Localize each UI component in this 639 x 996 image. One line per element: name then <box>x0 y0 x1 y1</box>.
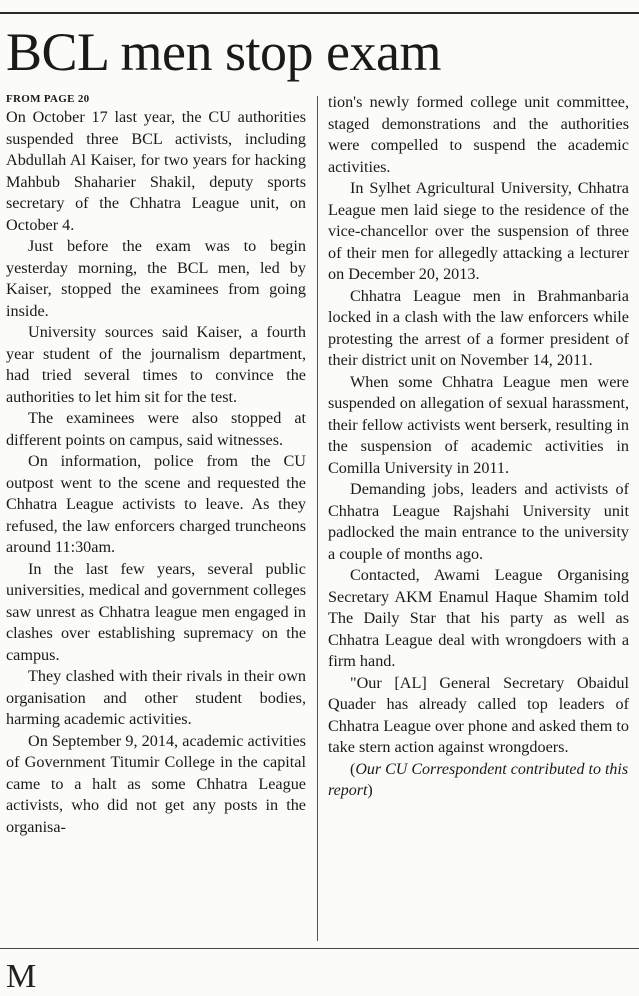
paragraph: Contacted, Awami League Organising Secretary AKM Enamul Haque Shamim told The Daily Star that his party as well as Chhatra League deal with wrongdoers with a firm hand. <box>328 566 629 670</box>
paragraph: Demanding jobs, leaders and activists of Chhatra League Rajshahi University unit padlocked the main entrance to the university a couple of months ago. <box>328 480 629 563</box>
top-rule <box>0 12 639 14</box>
paragraph: University sources said Kaiser, a fourth year student of the journalism department, had tried several times to convince the authorities to let him sit for the test. <box>6 323 306 406</box>
left-column <box>6 92 306 838</box>
paragraph: When some Chhatra League men were suspended on allegation of sexual harassment, their fellow activists went berserk, resulting in the suspension of academic activities in Comilla University in 2011. <box>328 372 629 477</box>
column-divider <box>317 96 318 941</box>
headline: BCL men stop exam <box>6 22 441 82</box>
paragraph: In the last few years, several public universities, medical and government colleges saw unrest as Chhatra league men engaged in clashes over establishing supremacy on the campus. <box>6 559 306 664</box>
correspondent-credit <box>328 759 629 802</box>
credit-open-paren: ( <box>350 760 356 778</box>
kicker: FROM PAGE 20 <box>6 93 90 105</box>
paragraph: In Sylhet Agricultural University, Chhatra League men laid siege to the residence of the vice-chancellor over the suspension of three of their men for allegedly attacking a lecturer on December 20, 2013. <box>328 179 629 283</box>
credit-text: Our CU Correspondent contributed to this report <box>328 760 629 799</box>
paragraph: On September 9, 2014, academic activities of Government Titumir College in the capital came to a halt as some Chhatra League activists, who did not get any posts in the organisa- <box>6 731 306 836</box>
paragraph: tion's newly formed college unit committee, staged demonstrations and the authorities were compelled to suspend the academic activities. <box>328 93 629 176</box>
paragraph: Chhatra League men in Brahmanbaria locked in a clash with the law enforcers while protesting the arrest of a former president of their district unit on November 14, 2011. <box>328 286 629 369</box>
paragraph: On October 17 last year, the CU authorities suspended three BCL activists, including Abdullah Al Kaiser, for two years for hacking Mahbub Shaharier Shakil, deputy sports secretary of the Chhatra League unit, on October 4. <box>6 108 306 234</box>
paragraph: On information, police from the CU outpost went to the scene and requested the Chhatra League activists to leave. As they refused, the law enforcers charged truncheons around 11:30am. <box>6 452 306 556</box>
paragraph: They clashed with their rivals in their own organisation and other student bodies, harming academic activities. <box>6 667 306 728</box>
credit-close-paren: ) <box>367 782 373 799</box>
bottom-rule <box>0 948 639 949</box>
cut-off-next-headline: M <box>6 958 37 995</box>
right-column <box>328 92 629 802</box>
paragraph: "Our [AL] General Secretary Obaidul Quader has already called top leaders of Chhatra League over phone and asked them to take stern action against wrongdoers. <box>328 673 629 756</box>
paragraph: Just before the exam was to begin yesterday morning, the BCL men, led by Kaiser, stopped the examinees from going inside. <box>6 237 306 320</box>
paragraph: The examinees were also stopped at different points on campus, said witnesses. <box>6 409 306 449</box>
